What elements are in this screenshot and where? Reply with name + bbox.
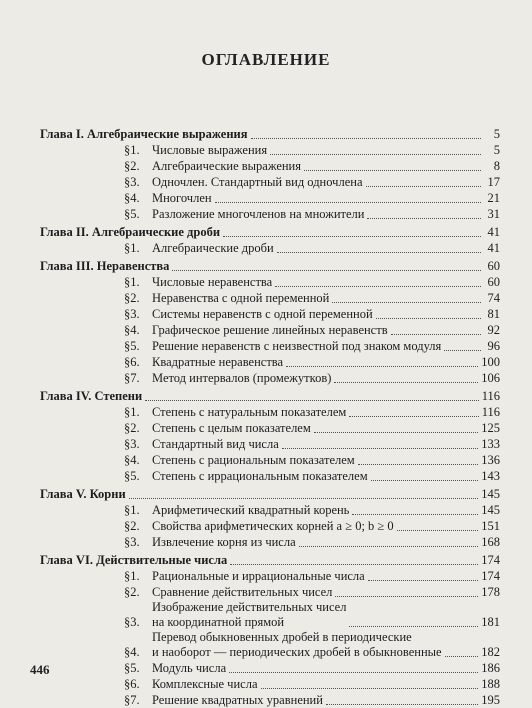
section-title: Многочлен [152, 191, 212, 205]
chapter-title: Глава IV. Степени [40, 389, 143, 403]
section-number: §6. [124, 677, 140, 691]
section-number: §2. [124, 159, 140, 173]
dot-leader [445, 644, 479, 657]
section-number: §1. [124, 241, 140, 255]
dot-leader [391, 322, 481, 335]
section-page: 92 [487, 323, 500, 337]
dot-leader [251, 126, 481, 139]
toc-section-entry [40, 290, 500, 306]
section-page: 100 [481, 355, 500, 369]
toc-section-entry [40, 420, 500, 436]
dot-leader [304, 158, 481, 171]
section-title-line1: Изображение действительных чисел [152, 600, 347, 614]
section-title: Разложение многочленов на множители [152, 207, 365, 221]
section-title: Одночлен. Стандартный вид одночлена [152, 175, 363, 189]
chapter-heading [40, 258, 500, 274]
page-title: ОГЛАВЛЕНИЕ [201, 50, 331, 69]
toc-section-entry [40, 518, 500, 534]
section-title: Арифметический квадратный корень [152, 503, 350, 517]
section-title: Числовые выражения [152, 143, 268, 157]
dot-leader [286, 354, 478, 367]
section-title [152, 600, 346, 630]
chapter-page: 41 [487, 225, 500, 239]
section-page: 136 [481, 453, 500, 467]
section-title: Квадратные неравенства [152, 355, 284, 369]
toc-section-entry [40, 274, 500, 290]
section-page: 182 [481, 645, 500, 659]
section-page: 195 [481, 693, 500, 707]
section-title-line1: Перевод обыкновенных дробей в периодические [152, 630, 412, 644]
chapter-heading [40, 486, 500, 502]
section-title: Степень с целым показателем [152, 421, 311, 435]
chapter-title: Глава VI. Действительные числа [40, 553, 228, 567]
section-title: Рациональные и иррациональные числа [152, 569, 365, 583]
section-number: §1. [124, 405, 140, 419]
dot-leader [366, 174, 482, 187]
toc-section-entry [40, 322, 500, 338]
section-number: §3. [124, 535, 140, 549]
dot-leader [229, 660, 478, 673]
section-page: 21 [487, 191, 500, 205]
dot-leader [215, 190, 481, 203]
section-number: §3. [124, 307, 140, 321]
chapter-page: 116 [481, 389, 500, 403]
dot-leader [270, 142, 481, 155]
section-title: Решение неравенств с неизвестной под знаком модуля [152, 339, 442, 353]
dot-leader [314, 420, 478, 433]
section-number: §3. [124, 175, 140, 189]
dot-leader [368, 568, 479, 581]
section-number: §4. [124, 453, 140, 467]
chapter-heading [40, 126, 500, 142]
section-page: 178 [481, 585, 500, 599]
dot-leader [145, 388, 479, 401]
section-number: §1. [124, 143, 140, 157]
section-number: §4. [124, 191, 140, 205]
dot-leader [261, 676, 479, 689]
section-title: Комплексные числа [152, 677, 258, 691]
section-number: §3. [124, 437, 140, 451]
section-page: 181 [481, 615, 500, 629]
toc-section-entry [40, 584, 500, 600]
section-title: Степень с натуральным показателем [152, 405, 347, 419]
section-number: §5. [124, 469, 140, 483]
toc-section-entry [40, 240, 500, 256]
section-title: Степень с рациональным показателем [152, 453, 355, 467]
toc-section-entry [40, 468, 500, 484]
chapter-title: Глава V. Корни [40, 487, 126, 501]
toc-section-entry [40, 534, 500, 550]
toc-section-entry [40, 190, 500, 206]
section-page: 8 [493, 159, 500, 173]
section-title: Метод интервалов (промежутков) [152, 371, 332, 385]
section-title: Сравнение действительных чисел [152, 585, 333, 599]
toc-section-entry [40, 142, 500, 158]
section-title: Решение квадратных уравнений [152, 693, 323, 707]
section-number: §2. [124, 421, 140, 435]
toc-section-entry [40, 436, 500, 452]
section-title: Системы неравенств с одной переменной [152, 307, 373, 321]
section-page: 41 [487, 241, 500, 255]
chapter-title: Глава II. Алгебраические дроби [40, 225, 221, 239]
section-number: §2. [124, 291, 140, 305]
section-number: §4. [124, 645, 140, 659]
toc-section-entry [40, 174, 500, 190]
dot-leader [397, 518, 479, 531]
section-page: 145 [481, 503, 500, 517]
section-title-line2: на координатной прямой [152, 615, 285, 629]
section-page: 125 [481, 421, 500, 435]
toc-section-entry [40, 568, 500, 584]
section-number: §5. [124, 207, 140, 221]
section-title: Свойства арифметических корней a ≥ 0; b ≥ 0 [152, 519, 394, 533]
section-page: 133 [481, 437, 500, 451]
section-title [152, 630, 442, 660]
section-title: Графическое решение линейных неравенств [152, 323, 388, 337]
section-title: Числовые неравенства [152, 275, 273, 289]
toc-section-entry [40, 660, 500, 676]
section-page: 188 [481, 677, 500, 691]
section-page: 17 [487, 175, 500, 189]
toc-section-entry [40, 338, 500, 354]
section-page: 60 [487, 275, 500, 289]
dot-leader [358, 452, 479, 465]
toc-section-entry [40, 502, 500, 518]
chapter-title: Глава I. Алгебраические выражения [40, 127, 248, 141]
dot-leader [334, 370, 478, 383]
section-page: 31 [487, 207, 500, 221]
dot-leader [444, 338, 481, 351]
dot-leader [299, 534, 479, 547]
toc-section-entry [40, 676, 500, 692]
toc-section-entry [40, 692, 500, 708]
chapter-page: 5 [493, 127, 500, 141]
chapter-title: Глава III. Неравенства [40, 259, 170, 273]
section-title: Алгебраические выражения [152, 159, 301, 173]
toc-section-entry [40, 600, 500, 630]
section-number: §7. [124, 693, 140, 707]
section-title: Модуль числа [152, 661, 227, 675]
chapter-page: 174 [481, 553, 500, 567]
dot-leader [230, 552, 478, 565]
dot-leader [349, 404, 478, 417]
chapter-page: 145 [481, 487, 500, 501]
section-title: Алгебраические дроби [152, 241, 274, 255]
dot-leader [172, 258, 481, 271]
section-number: §7. [124, 371, 140, 385]
dot-leader [371, 468, 479, 481]
section-page: 143 [481, 469, 500, 483]
section-page: 186 [481, 661, 500, 675]
toc-section-entry [40, 206, 500, 222]
page-number: 446 [30, 662, 50, 677]
section-page: 96 [487, 339, 500, 353]
section-number: §1. [124, 569, 140, 583]
section-number: §2. [124, 585, 140, 599]
toc-section-entry [40, 452, 500, 468]
section-page: 168 [481, 535, 500, 549]
toc-section-entry [40, 158, 500, 174]
dot-leader [277, 240, 481, 253]
dot-leader [275, 274, 481, 287]
section-number: §5. [124, 339, 140, 353]
dot-leader [367, 206, 481, 219]
dot-leader [376, 306, 481, 319]
dot-leader [352, 502, 478, 515]
dot-leader [349, 614, 478, 627]
chapter-page: 60 [487, 259, 500, 273]
section-title: Извлечение корня из числа [152, 535, 296, 549]
toc-section-entry [40, 630, 500, 660]
table-of-contents [40, 124, 500, 708]
toc-section-entry [40, 354, 500, 370]
section-number: §5. [124, 661, 140, 675]
section-number: §1. [124, 503, 140, 517]
toc-section-entry [40, 306, 500, 322]
toc-section-entry [40, 370, 500, 386]
section-title-line2: и наоборот — периодических дробей в обыкновенные [152, 645, 442, 659]
chapter-heading [40, 388, 500, 404]
section-number: §2. [124, 519, 140, 533]
dot-leader [223, 224, 481, 237]
section-title: Степень с иррациональным показателем [152, 469, 368, 483]
section-page: 151 [481, 519, 500, 533]
section-page: 116 [481, 405, 500, 419]
toc-section-entry [40, 404, 500, 420]
chapter-heading [40, 224, 500, 240]
section-page: 81 [487, 307, 500, 321]
dot-leader [335, 584, 478, 597]
section-title: Неравенства с одной переменной [152, 291, 330, 305]
section-title: Стандартный вид числа [152, 437, 279, 451]
section-page: 106 [481, 371, 500, 385]
dot-leader [332, 290, 481, 303]
dot-leader [129, 486, 479, 499]
section-page: 5 [493, 143, 500, 157]
dot-leader [282, 436, 478, 449]
section-page: 74 [487, 291, 500, 305]
section-number: §6. [124, 355, 140, 369]
section-number: §4. [124, 323, 140, 337]
section-number: §3. [124, 615, 140, 629]
section-page: 174 [481, 569, 500, 583]
chapter-heading [40, 552, 500, 568]
section-number: §1. [124, 275, 140, 289]
